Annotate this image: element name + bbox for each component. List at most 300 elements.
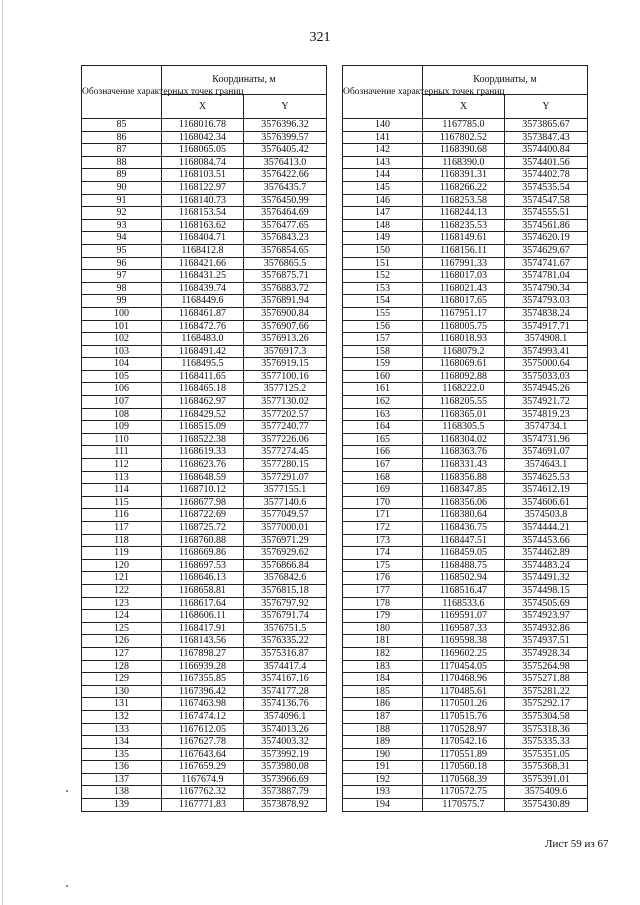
point-id-cell: 113 <box>82 471 162 484</box>
table-row <box>82 660 327 673</box>
table-row <box>343 156 588 169</box>
table-row <box>343 345 588 358</box>
y-coordinate-cell: 3574932.86 <box>505 622 588 635</box>
point-id-cell: 153 <box>343 282 423 295</box>
y-coordinate-cell: 3574547.58 <box>505 194 588 207</box>
y-coordinate-cell: 3574620.19 <box>505 232 588 245</box>
point-id-cell: 194 <box>343 799 423 812</box>
table-row <box>343 358 588 371</box>
x-coordinate-cell: 1168266.22 <box>423 181 505 194</box>
table-row <box>82 433 327 446</box>
x-coordinate-cell: 1168617.64 <box>162 597 244 610</box>
y-coordinate-cell: 3576405.42 <box>244 144 327 157</box>
table-row <box>343 169 588 182</box>
y-coordinate-cell: 3574937.51 <box>505 635 588 648</box>
y-coordinate-cell: 3574993.41 <box>505 345 588 358</box>
point-id-cell: 132 <box>82 710 162 723</box>
table-row <box>343 282 588 295</box>
y-coordinate-cell: 3576422.66 <box>244 169 327 182</box>
point-id-cell: 170 <box>343 496 423 509</box>
y-coordinate-cell: 3575409.6 <box>505 786 588 799</box>
table-row <box>82 333 327 346</box>
x-coordinate-cell: 1168140.73 <box>162 194 244 207</box>
x-coordinate-cell: 1168304.02 <box>423 433 505 446</box>
point-id-cell: 100 <box>82 307 162 320</box>
point-id-cell: 181 <box>343 635 423 648</box>
x-coordinate-cell: 1170575.7 <box>423 799 505 812</box>
point-id-cell: 139 <box>82 799 162 812</box>
x-coordinate-cell: 1168205.55 <box>423 396 505 409</box>
point-id-cell: 87 <box>82 144 162 157</box>
table-row <box>82 282 327 295</box>
point-id-cell: 95 <box>82 244 162 257</box>
point-id-cell: 123 <box>82 597 162 610</box>
y-coordinate-cell: 3575271.88 <box>505 673 588 686</box>
x-coordinate-cell: 1168439.74 <box>162 282 244 295</box>
point-id-cell: 147 <box>343 207 423 220</box>
point-id-cell: 86 <box>82 131 162 144</box>
point-id-cell: 189 <box>343 736 423 749</box>
table-row <box>82 156 327 169</box>
x-coordinate-cell: 1168253.58 <box>423 194 505 207</box>
y-coordinate-cell: 3575316.87 <box>244 647 327 660</box>
x-coordinate-cell: 1167785.0 <box>423 119 505 132</box>
point-id-cell: 92 <box>82 207 162 220</box>
point-id-cell: 141 <box>343 131 423 144</box>
y-coordinate-cell: 3574917.71 <box>505 320 588 333</box>
table-row <box>343 534 588 547</box>
table-row <box>82 471 327 484</box>
table-row <box>343 572 588 585</box>
table-row <box>343 370 588 383</box>
y-coordinate-cell: 3576791.74 <box>244 610 327 623</box>
point-id-cell: 176 <box>343 572 423 585</box>
y-coordinate-cell: 3577140.6 <box>244 496 327 509</box>
point-id-cell: 125 <box>82 622 162 635</box>
table-row <box>82 169 327 182</box>
y-coordinate-cell: 3573980.08 <box>244 761 327 774</box>
y-coordinate-cell: 3573865.67 <box>505 119 588 132</box>
x-coordinate-cell: 1167991.33 <box>423 257 505 270</box>
point-id-cell: 140 <box>343 119 423 132</box>
point-id-cell: 160 <box>343 370 423 383</box>
y-coordinate-cell: 3576913.26 <box>244 333 327 346</box>
table-row <box>343 131 588 144</box>
table-row <box>82 522 327 535</box>
point-id-cell: 127 <box>82 647 162 660</box>
table-row <box>343 547 588 560</box>
x-coordinate-cell: 1167802.52 <box>423 131 505 144</box>
x-coordinate-cell: 1168646.13 <box>162 572 244 585</box>
point-id-cell: 138 <box>82 786 162 799</box>
table-row <box>343 622 588 635</box>
table-row <box>343 181 588 194</box>
x-coordinate-cell: 1170515.76 <box>423 710 505 723</box>
table-row <box>343 244 588 257</box>
y-coordinate-cell: 3576797.92 <box>244 597 327 610</box>
x-coordinate-cell: 1168390.68 <box>423 144 505 157</box>
y-coordinate-cell: 3574625.53 <box>505 471 588 484</box>
y-coordinate-cell: 3576866.84 <box>244 559 327 572</box>
x-coordinate-cell: 1168533.6 <box>423 597 505 610</box>
y-coordinate-cell: 3576919.15 <box>244 358 327 371</box>
y-coordinate-cell: 3577240.77 <box>244 421 327 434</box>
point-id-cell: 85 <box>82 119 162 132</box>
y-coordinate-cell: 3574923.97 <box>505 610 588 623</box>
y-coordinate-cell: 3574003.32 <box>244 736 327 749</box>
point-id-cell: 89 <box>82 169 162 182</box>
point-id-cell: 94 <box>82 232 162 245</box>
table-row <box>82 446 327 459</box>
header-coordinates: Координаты, м <box>423 66 588 95</box>
y-coordinate-cell: 3574921.72 <box>505 396 588 409</box>
x-coordinate-cell: 1168658.81 <box>162 584 244 597</box>
x-coordinate-cell: 1168677.98 <box>162 496 244 509</box>
x-coordinate-cell: 1168005.75 <box>423 320 505 333</box>
table-row <box>82 421 327 434</box>
x-coordinate-cell: 1168244.13 <box>423 207 505 220</box>
point-id-cell: 154 <box>343 295 423 308</box>
point-id-cell: 114 <box>82 484 162 497</box>
x-coordinate-cell: 1167951.17 <box>423 307 505 320</box>
table-row <box>82 408 327 421</box>
x-coordinate-cell: 1168390.0 <box>423 156 505 169</box>
point-id-cell: 159 <box>343 358 423 371</box>
table-row <box>343 559 588 572</box>
y-coordinate-cell: 3573992.19 <box>244 748 327 761</box>
y-coordinate-cell: 3575000.64 <box>505 358 588 371</box>
scan-speck <box>66 885 68 887</box>
table-row <box>343 232 588 245</box>
point-id-cell: 172 <box>343 522 423 535</box>
x-coordinate-cell: 1168079.2 <box>423 345 505 358</box>
x-coordinate-cell: 1168488.75 <box>423 559 505 572</box>
y-coordinate-cell: 3574734.1 <box>505 421 588 434</box>
point-id-cell: 118 <box>82 534 162 547</box>
x-coordinate-cell: 1169587.33 <box>423 622 505 635</box>
table-row <box>82 320 327 333</box>
y-coordinate-cell: 3577100.16 <box>244 370 327 383</box>
x-coordinate-cell: 1168235.53 <box>423 219 505 232</box>
point-id-cell: 122 <box>82 584 162 597</box>
y-coordinate-cell: 3577202.57 <box>244 408 327 421</box>
y-coordinate-cell: 3574417.4 <box>244 660 327 673</box>
table-row <box>343 307 588 320</box>
point-id-cell: 145 <box>343 181 423 194</box>
x-coordinate-cell: 1169602.25 <box>423 647 505 660</box>
point-id-cell: 192 <box>343 773 423 786</box>
y-coordinate-cell: 3577000.01 <box>244 522 327 535</box>
y-coordinate-cell: 3574928.34 <box>505 647 588 660</box>
y-coordinate-cell: 3574136.76 <box>244 698 327 711</box>
x-coordinate-cell: 1167762.32 <box>162 786 244 799</box>
y-coordinate-cell: 3575430.89 <box>505 799 588 812</box>
x-coordinate-cell: 1168502.94 <box>423 572 505 585</box>
table-row <box>343 584 588 597</box>
y-coordinate-cell: 3576842.6 <box>244 572 327 585</box>
point-id-cell: 131 <box>82 698 162 711</box>
table-row <box>82 496 327 509</box>
y-coordinate-cell: 3576900.84 <box>244 307 327 320</box>
y-coordinate-cell: 3575351.05 <box>505 748 588 761</box>
point-id-cell: 120 <box>82 559 162 572</box>
x-coordinate-cell: 1168459.05 <box>423 547 505 560</box>
y-coordinate-cell: 3575292.17 <box>505 698 588 711</box>
table-row <box>82 761 327 774</box>
y-coordinate-cell: 3575281.22 <box>505 685 588 698</box>
point-id-cell: 91 <box>82 194 162 207</box>
table-row <box>82 396 327 409</box>
header-x: X <box>423 95 505 119</box>
y-coordinate-cell: 3576854.65 <box>244 244 327 257</box>
y-coordinate-cell: 3575335.33 <box>505 736 588 749</box>
table-row <box>343 119 588 132</box>
y-coordinate-cell: 3574177.28 <box>244 685 327 698</box>
table-row <box>82 219 327 232</box>
point-id-cell: 99 <box>82 295 162 308</box>
x-coordinate-cell: 1168363.76 <box>423 446 505 459</box>
x-coordinate-cell: 1168483.0 <box>162 333 244 346</box>
table-row <box>82 270 327 283</box>
x-coordinate-cell: 1168412.8 <box>162 244 244 257</box>
point-id-cell: 148 <box>343 219 423 232</box>
table-row <box>82 295 327 308</box>
y-coordinate-cell: 3576477.65 <box>244 219 327 232</box>
x-coordinate-cell: 1166939.28 <box>162 660 244 673</box>
x-coordinate-cell: 1168069.61 <box>423 358 505 371</box>
x-coordinate-cell: 1169598.38 <box>423 635 505 648</box>
table-row <box>343 383 588 396</box>
x-coordinate-cell: 1168619.33 <box>162 446 244 459</box>
table-row <box>343 194 588 207</box>
y-coordinate-cell: 3574503.8 <box>505 509 588 522</box>
y-coordinate-cell: 3574612.19 <box>505 484 588 497</box>
header-x: X <box>162 95 244 119</box>
point-id-cell: 158 <box>343 345 423 358</box>
y-coordinate-cell: 3576929.62 <box>244 547 327 560</box>
point-id-cell: 193 <box>343 786 423 799</box>
y-coordinate-cell: 3574838.24 <box>505 307 588 320</box>
y-coordinate-cell: 3577130.02 <box>244 396 327 409</box>
y-coordinate-cell: 3576875.71 <box>244 270 327 283</box>
y-coordinate-cell: 3574400.84 <box>505 144 588 157</box>
x-coordinate-cell: 1167898.27 <box>162 647 244 660</box>
point-id-cell: 112 <box>82 459 162 472</box>
point-id-cell: 106 <box>82 383 162 396</box>
y-coordinate-cell: 3574561.86 <box>505 219 588 232</box>
point-id-cell: 126 <box>82 635 162 648</box>
table-row <box>343 446 588 459</box>
y-coordinate-cell: 3574731.96 <box>505 433 588 446</box>
point-id-cell: 146 <box>343 194 423 207</box>
x-coordinate-cell: 1168380.64 <box>423 509 505 522</box>
x-coordinate-cell: 1167674.9 <box>162 773 244 786</box>
y-coordinate-cell: 3574643.1 <box>505 459 588 472</box>
y-coordinate-cell: 3574096.1 <box>244 710 327 723</box>
point-id-cell: 165 <box>343 433 423 446</box>
point-id-cell: 133 <box>82 723 162 736</box>
y-coordinate-cell: 3576843.23 <box>244 232 327 245</box>
y-coordinate-cell: 3574491.32 <box>505 572 588 585</box>
table-row <box>82 194 327 207</box>
header-designation: Обозначение характерных точек границ <box>82 66 162 119</box>
x-coordinate-cell: 1168017.03 <box>423 270 505 283</box>
y-coordinate-cell: 3574793.03 <box>505 295 588 308</box>
table-row <box>82 559 327 572</box>
table-row <box>82 345 327 358</box>
y-coordinate-cell: 3574819.23 <box>505 408 588 421</box>
x-coordinate-cell: 1169591.07 <box>423 610 505 623</box>
point-id-cell: 105 <box>82 370 162 383</box>
y-coordinate-cell: 3576450.99 <box>244 194 327 207</box>
point-id-cell: 187 <box>343 710 423 723</box>
x-coordinate-cell: 1168016.78 <box>162 119 244 132</box>
x-coordinate-cell: 1168495.5 <box>162 358 244 371</box>
table-row <box>343 723 588 736</box>
y-coordinate-cell: 3574945.26 <box>505 383 588 396</box>
point-id-cell: 163 <box>343 408 423 421</box>
x-coordinate-cell: 1168143.56 <box>162 635 244 648</box>
x-coordinate-cell: 1168021.43 <box>423 282 505 295</box>
header-y: Y <box>505 95 588 119</box>
point-id-cell: 180 <box>343 622 423 635</box>
y-coordinate-cell: 3576413.0 <box>244 156 327 169</box>
x-coordinate-cell: 1168156.11 <box>423 244 505 257</box>
x-coordinate-cell: 1168411.65 <box>162 370 244 383</box>
y-coordinate-cell: 3574401.56 <box>505 156 588 169</box>
x-coordinate-cell: 1168347.85 <box>423 484 505 497</box>
y-coordinate-cell: 3576815.18 <box>244 584 327 597</box>
point-id-cell: 184 <box>343 673 423 686</box>
x-coordinate-cell: 1168391.31 <box>423 169 505 182</box>
table-row <box>343 333 588 346</box>
x-coordinate-cell: 1168305.5 <box>423 421 505 434</box>
page-number: 321 <box>309 30 331 45</box>
x-coordinate-cell: 1168462.97 <box>162 396 244 409</box>
table-row <box>343 207 588 220</box>
x-coordinate-cell: 1168153.54 <box>162 207 244 220</box>
point-id-cell: 191 <box>343 761 423 774</box>
sheet-footer: Лист 59 из 67 <box>545 838 609 850</box>
table-row <box>82 484 327 497</box>
point-id-cell: 144 <box>343 169 423 182</box>
point-id-cell: 151 <box>343 257 423 270</box>
x-coordinate-cell: 1170468.96 <box>423 673 505 686</box>
point-id-cell: 150 <box>343 244 423 257</box>
y-coordinate-cell: 3576907.66 <box>244 320 327 333</box>
table-row <box>82 597 327 610</box>
x-coordinate-cell: 1168417.91 <box>162 622 244 635</box>
y-coordinate-cell: 3574498.15 <box>505 584 588 597</box>
table-row <box>343 748 588 761</box>
x-coordinate-cell: 1170568.39 <box>423 773 505 786</box>
point-id-cell: 130 <box>82 685 162 698</box>
y-coordinate-cell: 3577274.45 <box>244 446 327 459</box>
y-coordinate-cell: 3574402.78 <box>505 169 588 182</box>
y-coordinate-cell: 3576396.32 <box>244 119 327 132</box>
point-id-cell: 178 <box>343 597 423 610</box>
point-id-cell: 168 <box>343 471 423 484</box>
y-coordinate-cell: 3574629.67 <box>505 244 588 257</box>
point-id-cell: 149 <box>343 232 423 245</box>
y-coordinate-cell: 3576917.3 <box>244 345 327 358</box>
table-row <box>343 484 588 497</box>
table-row <box>343 219 588 232</box>
table-row <box>82 647 327 660</box>
table-row <box>82 207 327 220</box>
y-coordinate-cell: 3574167.16 <box>244 673 327 686</box>
table-row <box>82 748 327 761</box>
point-id-cell: 134 <box>82 736 162 749</box>
scan-margin-line <box>2 0 3 905</box>
table-row <box>343 635 588 648</box>
table-row <box>343 496 588 509</box>
point-id-cell: 177 <box>343 584 423 597</box>
table-row <box>343 144 588 157</box>
point-id-cell: 182 <box>343 647 423 660</box>
point-id-cell: 157 <box>343 333 423 346</box>
x-coordinate-cell: 1170454.05 <box>423 660 505 673</box>
x-coordinate-cell: 1168436.75 <box>423 522 505 535</box>
table-row <box>343 698 588 711</box>
x-coordinate-cell: 1168065.05 <box>162 144 244 157</box>
table-row <box>343 799 588 812</box>
x-coordinate-cell: 1168018.93 <box>423 333 505 346</box>
table-row <box>343 396 588 409</box>
table-row <box>343 597 588 610</box>
table-row <box>82 610 327 623</box>
table-row <box>82 773 327 786</box>
x-coordinate-cell: 1168331.43 <box>423 459 505 472</box>
x-coordinate-cell: 1168404.71 <box>162 232 244 245</box>
point-id-cell: 167 <box>343 459 423 472</box>
table-row <box>343 295 588 308</box>
table-row <box>82 685 327 698</box>
table-row <box>82 584 327 597</box>
table-row <box>343 685 588 698</box>
table-row <box>343 610 588 623</box>
point-id-cell: 152 <box>343 270 423 283</box>
y-coordinate-cell: 3575304.58 <box>505 710 588 723</box>
point-id-cell: 137 <box>82 773 162 786</box>
x-coordinate-cell: 1167612.05 <box>162 723 244 736</box>
table-row <box>82 534 327 547</box>
x-coordinate-cell: 1168365.01 <box>423 408 505 421</box>
coordinates-table-right <box>342 65 588 812</box>
x-coordinate-cell: 1167355.85 <box>162 673 244 686</box>
point-id-cell: 90 <box>82 181 162 194</box>
x-coordinate-cell: 1168697.53 <box>162 559 244 572</box>
point-id-cell: 115 <box>82 496 162 509</box>
point-id-cell: 119 <box>82 547 162 560</box>
point-id-cell: 188 <box>343 723 423 736</box>
point-id-cell: 156 <box>343 320 423 333</box>
y-coordinate-cell: 3574781.04 <box>505 270 588 283</box>
y-coordinate-cell: 3574013.26 <box>244 723 327 736</box>
header-designation: Обозначение характерных точек границ <box>343 66 423 119</box>
table-row <box>343 761 588 774</box>
y-coordinate-cell: 3577049.57 <box>244 509 327 522</box>
table-row <box>343 660 588 673</box>
point-id-cell: 190 <box>343 748 423 761</box>
x-coordinate-cell: 1168522.38 <box>162 433 244 446</box>
x-coordinate-cell: 1168472.76 <box>162 320 244 333</box>
point-id-cell: 93 <box>82 219 162 232</box>
table-row <box>343 509 588 522</box>
header-coordinates: Координаты, м <box>162 66 327 95</box>
x-coordinate-cell: 1168648.59 <box>162 471 244 484</box>
x-coordinate-cell: 1168122.97 <box>162 181 244 194</box>
